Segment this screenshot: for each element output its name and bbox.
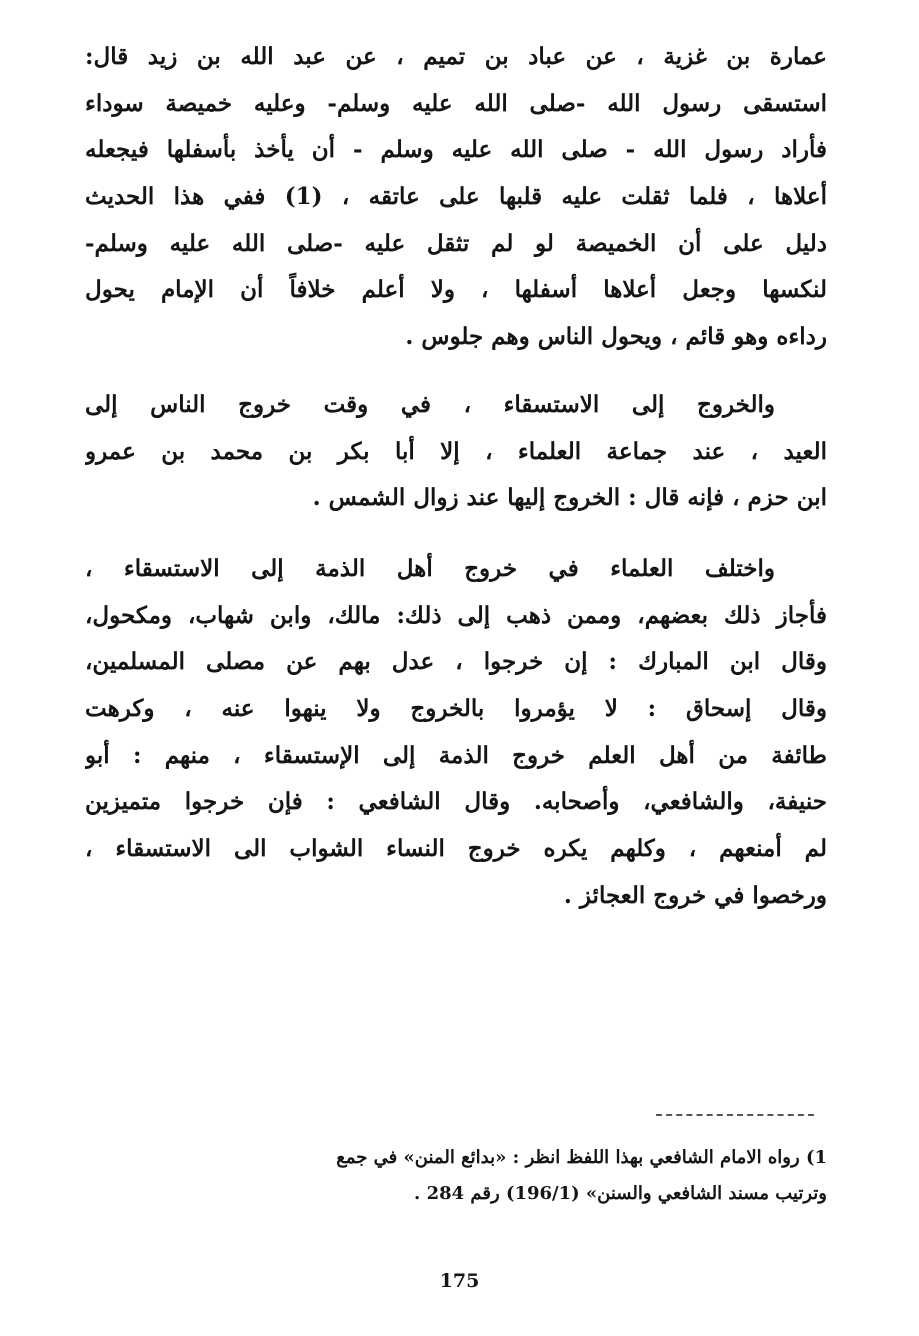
text-line: رداءه وهو قائم ، ويحول الناس وهم جلوس .: [405, 323, 827, 351]
paragraph-2: [85, 382, 827, 522]
text-line: ورخصوا في خروج العجائز .: [563, 881, 827, 909]
text-line: دليل على أن الخميصة لو لم تثقل عليه -صلى الله عليه وسلم-: [85, 229, 827, 257]
text-line: وقال إسحاق : لا يؤمروا بالخروج ولا ينهوا عنه ، وكرهت: [85, 695, 827, 723]
footnote-line: وترتيب مسند الشافعي والسنن» (196/1) رقم 284 .: [414, 1183, 827, 1204]
footnote-line: 1) رواه الامام الشافعي بهذا اللفظ انظر : «بدائع المنن» في جمع: [336, 1147, 827, 1168]
footnote-separator: [656, 1114, 814, 1116]
paragraph-3: [85, 546, 827, 920]
text-line: واختلف العلماء في خروج أهل الذمة إلى الاستسقاء ،: [85, 555, 775, 582]
text-line: طائفة من أهل العلم خروج الذمة إلى الإستسقاء ، منهم : أبو: [85, 741, 827, 769]
text-line: لم أمنعهم ، وكلهم يكره خروج النساء الشواب الى الاستسقاء ،: [85, 835, 827, 863]
text-line: فأراد رسول الله - صلى الله عليه وسلم - أن يأخذ بأسفلها فيجعله: [85, 136, 827, 164]
text-line: العيد ، عند جماعة العلماء ، إلا أبا بكر بن محمد بن عمرو: [85, 437, 827, 465]
text-line: لنكسها وجعل أعلاها أسفلها ، ولا أعلم خلافاً أن الإمام يحول: [85, 276, 827, 304]
text-line: ابن حزم ، فإنه قال : الخروج إليها عند زوال الشمس .: [312, 484, 827, 512]
paragraph-1: [85, 34, 827, 361]
text-line: والخروج إلى الاستسقاء ، في وقت خروج الناس إلى: [85, 391, 775, 418]
text-line: أعلاها ، فلما ثقلت عليه قلبها على عاتقه ، (1) ففي هذا الحديث: [85, 183, 827, 211]
text-line: عمارة بن غزية ، عن عباد بن تميم ، عن عبد الله بن زيد قال:: [85, 43, 827, 70]
text-line: استسقى رسول الله -صلى الله عليه وسلم- وعليه خميصة سوداء: [85, 89, 827, 117]
page-number: 175: [439, 1270, 480, 1292]
text-line: وقال ابن المبارك : إن خرجوا ، عدل بهم عن مصلى المسلمين،: [85, 648, 827, 676]
text-line: فأجاز ذلك بعضهم، وممن ذهب إلى ذلك: مالك، وابن شهاب، ومكحول،: [85, 601, 827, 629]
footnote: [97, 1140, 827, 1212]
text-line: حنيفة، والشافعي، وأصحابه. وقال الشافعي : فإن خرجوا متميزين: [85, 788, 827, 816]
